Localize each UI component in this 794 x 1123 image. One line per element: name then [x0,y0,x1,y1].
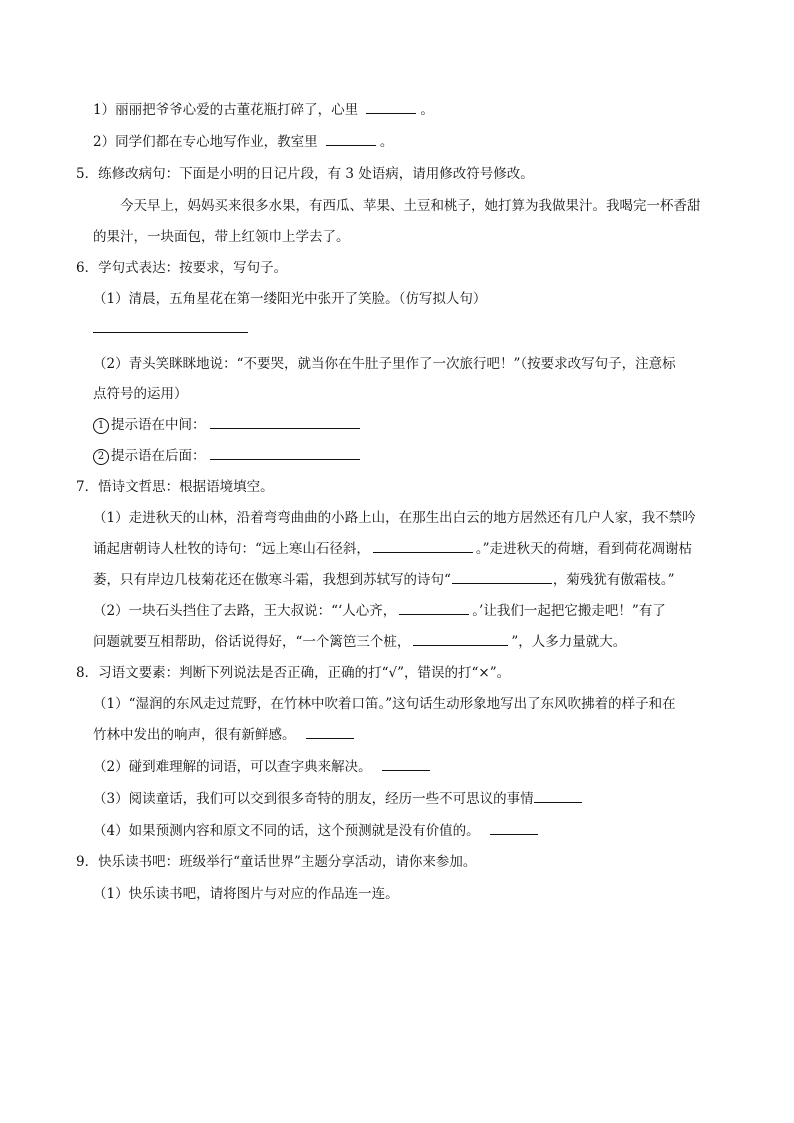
answer-blank[interactable] [326,133,376,146]
q7-sub-1-line-1: （1）走进秋天的山林，沿着弯弯曲曲的小路上山，在那生出白云的地方居然还有几户人家，我不禁吟 [93,510,696,526]
q8-text: （4）如果预测内容和原文不同的话，这个预测就是没有价值的。 [93,823,480,839]
q5-diary-line-2: 的果汁，一块面包，带上红领巾上学去了。 [93,229,350,245]
question-7-heading: 7．悟诗文哲思：根据语境填空。 [76,479,274,495]
q7-text: ，菊残犹有傲霜枝。” [552,572,675,588]
q4-sentence-1-text: 1）丽丽把爷爷心爱的古董花瓶打碎了，心里 [93,102,359,118]
answer-blank[interactable] [366,101,416,114]
q7-text: 诵起唐朝诗人杜牧的诗句：“远上寒山石径斜， [93,541,370,557]
q4-sentence-1 [93,101,434,119]
q7-text: （2）一块石头挡住了去路，王大叔说：“‘人心齐， [93,603,397,619]
answer-blank[interactable] [452,571,552,584]
answer-blank[interactable] [413,633,508,646]
q6-choice-2 [93,447,360,465]
q4-sentence-2-text: 2）同学们都在专心地写作业，教室里 [93,134,318,150]
q7-sub-1-line-2 [93,540,692,558]
q5-diary-line-1: 今天早上，妈妈买来很多水果，有西瓜、苹果、土豆和桃子，她打算为我做果汁。我喝完一杯香甜 [120,198,701,214]
q8-text: 竹林中发出的响声，很有新鲜感。 [93,727,296,743]
question-5-heading: 5．练修改病句：下面是小明的日记片段，有 3 处语病，请用修改符号修改。 [76,166,534,182]
q4-sentence-1-end: 。 [420,102,434,118]
question-9-heading: 9．快乐读书吧：班级举行“童话世界”主题分享活动，请你来参加。 [76,854,477,870]
answer-blank[interactable] [490,822,538,835]
circled-number: 1 [93,418,109,434]
q6-sub-1: （1）清晨，五角星花在第一缕阳光中张开了笑脸。（仿写拟人句） [93,291,487,307]
q7-text: 问题就要互相帮助，俗话说得好，“一个篱笆三个桩， [93,634,411,650]
q4-sentence-2 [93,133,393,151]
q4-sentence-2-end: 。 [379,134,394,150]
answer-blank[interactable] [399,602,469,615]
q8-text: （3）阅读童话，我们可以交到很多奇特的朋友，经历一些不可思议的事情 [93,791,534,807]
q6-choice-1 [93,416,360,434]
q6-sub-2-line-2: 点符号的运用） [93,386,188,402]
q7-sub-2-line-2 [93,633,626,651]
answer-blank[interactable] [306,726,354,739]
answer-blank[interactable] [534,790,582,803]
q8-text: （2）碰到难理解的词语，可以查字典来解决。 [93,759,372,775]
q7-text: ”，人多力量就大。 [511,634,627,650]
answer-blank[interactable] [382,758,430,771]
q8-sub-2 [93,758,430,776]
question-6-heading: 6．学句式表达：按要求，写句子。 [76,260,288,276]
q8-sub-1-line-1: （1）“湿润的东风走过荒野，在竹林中吹着口笛。”这句话生动形象地写出了东风吹拂着的样子和在 [93,696,676,712]
q7-text: 。”走进秋天的荷塘，看到荷花凋谢枯 [475,541,693,557]
answer-blank[interactable] [210,416,360,429]
q7-sub-1-line-3 [93,571,675,589]
q6-sub-1-answer-line[interactable] [93,332,248,333]
q6-sub-2-line-1: （2）青头笑眯眯地说：“不要哭，就当你在牛肚子里作了一次旅行吧！”（按要求改写句子，注意标 [93,356,676,372]
q8-sub-4 [93,822,538,840]
q9-sub-1: （1）快乐读书吧，请将图片与对应的作品连一连。 [93,886,399,902]
q8-sub-1-line-2 [93,726,354,744]
q6-choice-2-text: 提示语在后面： [111,448,206,464]
q7-sub-2-line-1 [93,602,666,620]
q7-text: 。’让我们一起把它搬走吧！”有了 [472,603,666,619]
q6-choice-1-text: 提示语在中间： [111,417,206,433]
answer-blank[interactable] [373,540,473,553]
answer-blank[interactable] [210,447,360,460]
q8-sub-3 [93,790,582,808]
q7-text: 萎，只有岸边几枝菊花还在傲寒斗霜，我想到苏轼写的诗句“ [93,572,451,588]
question-8-heading: 8．习语文要素：判断下列说法是否正确，正确的打“√”，错误的打“×”。 [76,665,511,681]
circled-number: 2 [93,449,109,465]
